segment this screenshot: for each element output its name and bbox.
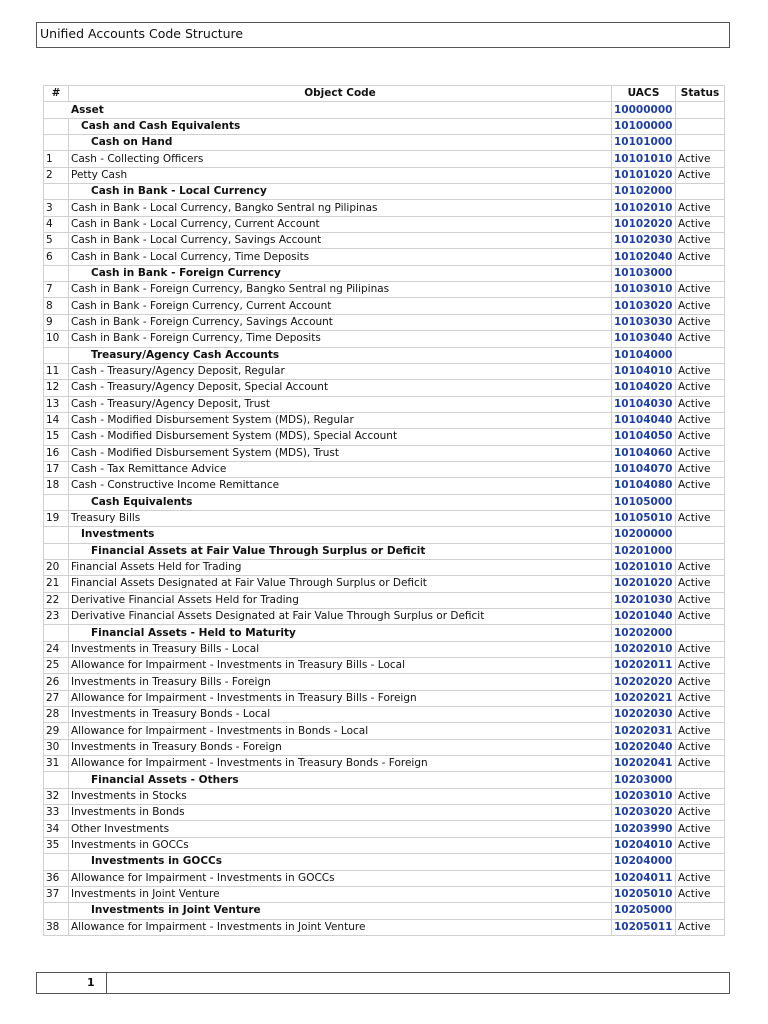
cell-num: 3 [44, 200, 69, 216]
cell-num: 13 [44, 396, 69, 412]
cell-status: Active [676, 445, 725, 461]
cell-num: 8 [44, 298, 69, 314]
cell-num: 1 [44, 151, 69, 167]
cell-status: Active [676, 151, 725, 167]
header-uacs: UACS [612, 86, 676, 102]
cell-uacs: 10204000 [612, 854, 676, 870]
cell-status [676, 854, 725, 870]
table-row [44, 658, 725, 674]
table-row [44, 886, 725, 902]
table-row [44, 380, 725, 396]
cell-status: Active [676, 592, 725, 608]
cell-object-code: Investments in GOCCs [69, 837, 612, 853]
cell-uacs: 10202000 [612, 625, 676, 641]
cell-uacs: 10102000 [612, 184, 676, 200]
table-row [44, 478, 725, 494]
table-row [44, 200, 725, 216]
cell-status: Active [676, 314, 725, 330]
cell-uacs: 10105010 [612, 510, 676, 526]
cell-num: 18 [44, 478, 69, 494]
cell-uacs: 10204010 [612, 837, 676, 853]
cell-uacs: 10204011 [612, 870, 676, 886]
cell-status: Active [676, 674, 725, 690]
cell-object-code: Investments [69, 527, 612, 543]
table-row [44, 233, 725, 249]
cell-object-code: Investments in Treasury Bills - Foreign [69, 674, 612, 690]
cell-num [44, 903, 69, 919]
table-row [44, 167, 725, 183]
cell-status: Active [676, 478, 725, 494]
cell-status: Active [676, 805, 725, 821]
cell-uacs: 10203020 [612, 805, 676, 821]
cell-object-code: Cash in Bank - Local Currency, Bangko Sentral ng Pilipinas [69, 200, 612, 216]
table-group-row [44, 347, 725, 363]
table-row [44, 314, 725, 330]
table-group-row [44, 135, 725, 151]
cell-uacs: 10201040 [612, 609, 676, 625]
cell-object-code: Cash in Bank - Local Currency [69, 184, 612, 200]
table-row [44, 723, 725, 739]
cell-num [44, 494, 69, 510]
cell-status [676, 265, 725, 281]
cell-object-code: Cash - Collecting Officers [69, 151, 612, 167]
cell-num: 19 [44, 510, 69, 526]
cell-num: 32 [44, 788, 69, 804]
cell-status: Active [676, 396, 725, 412]
page-footer [36, 972, 730, 994]
cell-uacs: 10201000 [612, 543, 676, 559]
cell-uacs: 10102030 [612, 233, 676, 249]
cell-num: 16 [44, 445, 69, 461]
cell-num: 38 [44, 919, 69, 935]
cell-status: Active [676, 249, 725, 265]
cell-num: 25 [44, 658, 69, 674]
cell-object-code: Investments in Stocks [69, 788, 612, 804]
cell-num: 33 [44, 805, 69, 821]
cell-object-code: Cash - Treasury/Agency Deposit, Regular [69, 363, 612, 379]
table-row [44, 821, 725, 837]
cell-status [676, 118, 725, 134]
cell-num: 11 [44, 363, 69, 379]
cell-num [44, 102, 69, 118]
table-row [44, 919, 725, 935]
cell-status: Active [676, 658, 725, 674]
cell-uacs: 10000000 [612, 102, 676, 118]
cell-uacs: 10202040 [612, 739, 676, 755]
cell-uacs: 10101000 [612, 135, 676, 151]
cell-object-code: Financial Assets - Held to Maturity [69, 625, 612, 641]
cell-num: 35 [44, 837, 69, 853]
cell-num: 36 [44, 870, 69, 886]
cell-uacs: 10105000 [612, 494, 676, 510]
cell-object-code: Cash in Bank - Foreign Currency, Time Deposits [69, 331, 612, 347]
table-row [44, 298, 725, 314]
cell-num: 28 [44, 707, 69, 723]
cell-status [676, 494, 725, 510]
cell-uacs: 10203010 [612, 788, 676, 804]
cell-num [44, 184, 69, 200]
cell-uacs: 10104080 [612, 478, 676, 494]
cell-num: 29 [44, 723, 69, 739]
cell-object-code: Investments in GOCCs [69, 854, 612, 870]
table-row [44, 641, 725, 657]
cell-object-code: Cash in Bank - Foreign Currency [69, 265, 612, 281]
cell-uacs: 10102010 [612, 200, 676, 216]
table-group-row [44, 265, 725, 281]
cell-num [44, 347, 69, 363]
table-row [44, 461, 725, 477]
cell-object-code: Cash - Modified Disbursement System (MDS), Trust [69, 445, 612, 461]
cell-status [676, 772, 725, 788]
cell-status: Active [676, 233, 725, 249]
table-row [44, 805, 725, 821]
cell-num: 20 [44, 559, 69, 575]
cell-status: Active [676, 380, 725, 396]
cell-object-code: Cash in Bank - Foreign Currency, Savings Account [69, 314, 612, 330]
cell-status: Active [676, 331, 725, 347]
cell-num: 15 [44, 429, 69, 445]
cell-status [676, 184, 725, 200]
cell-object-code: Cash - Treasury/Agency Deposit, Special Account [69, 380, 612, 396]
cell-object-code: Other Investments [69, 821, 612, 837]
cell-object-code: Financial Assets Designated at Fair Value Through Surplus or Deficit [69, 576, 612, 592]
table-row [44, 870, 725, 886]
cell-status: Active [676, 363, 725, 379]
cell-object-code: Allowance for Impairment - Investments in Treasury Bonds - Foreign [69, 756, 612, 772]
cell-num: 22 [44, 592, 69, 608]
cell-uacs: 10205000 [612, 903, 676, 919]
document-title-box [36, 22, 730, 48]
cell-object-code: Investments in Joint Venture [69, 903, 612, 919]
cell-num [44, 625, 69, 641]
table-row [44, 429, 725, 445]
cell-num: 23 [44, 609, 69, 625]
cell-object-code: Cash in Bank - Local Currency, Time Deposits [69, 249, 612, 265]
cell-status [676, 903, 725, 919]
cell-uacs: 10201010 [612, 559, 676, 575]
table-body [44, 102, 725, 936]
cell-num: 24 [44, 641, 69, 657]
table-row [44, 592, 725, 608]
cell-num [44, 543, 69, 559]
uacs-table [43, 85, 725, 936]
cell-status: Active [676, 412, 725, 428]
table-row [44, 249, 725, 265]
cell-num: 21 [44, 576, 69, 592]
cell-object-code: Derivative Financial Assets Held for Trading [69, 592, 612, 608]
cell-object-code: Cash - Treasury/Agency Deposit, Trust [69, 396, 612, 412]
cell-status: Active [676, 886, 725, 902]
cell-object-code: Petty Cash [69, 167, 612, 183]
cell-status: Active [676, 788, 725, 804]
cell-object-code: Cash - Modified Disbursement System (MDS), Regular [69, 412, 612, 428]
cell-object-code: Cash - Modified Disbursement System (MDS), Special Account [69, 429, 612, 445]
cell-num: 37 [44, 886, 69, 902]
cell-status: Active [676, 756, 725, 772]
cell-uacs: 10202021 [612, 690, 676, 706]
cell-num [44, 265, 69, 281]
table-group-row [44, 903, 725, 919]
cell-object-code: Cash on Hand [69, 135, 612, 151]
cell-status: Active [676, 870, 725, 886]
cell-uacs: 10202030 [612, 707, 676, 723]
table-row [44, 396, 725, 412]
cell-object-code: Financial Assets - Others [69, 772, 612, 788]
table-group-row [44, 543, 725, 559]
cell-num: 27 [44, 690, 69, 706]
cell-num [44, 854, 69, 870]
cell-uacs: 10101010 [612, 151, 676, 167]
cell-num [44, 772, 69, 788]
page-number: 1 [87, 976, 95, 989]
cell-uacs: 10202020 [612, 674, 676, 690]
table-group-row [44, 854, 725, 870]
cell-object-code: Investments in Treasury Bonds - Local [69, 707, 612, 723]
header-status: Status [676, 86, 725, 102]
cell-uacs: 10205011 [612, 919, 676, 935]
cell-status [676, 102, 725, 118]
cell-status: Active [676, 461, 725, 477]
cell-uacs: 10102040 [612, 249, 676, 265]
cell-object-code: Allowance for Impairment - Investments in GOCCs [69, 870, 612, 886]
cell-uacs: 10202031 [612, 723, 676, 739]
table-group-row [44, 494, 725, 510]
cell-status [676, 527, 725, 543]
cell-status [676, 543, 725, 559]
document-title: Unified Accounts Code Structure [40, 26, 244, 41]
table-row [44, 445, 725, 461]
cell-status: Active [676, 837, 725, 853]
cell-object-code: Cash Equivalents [69, 494, 612, 510]
cell-uacs: 10104010 [612, 363, 676, 379]
cell-status: Active [676, 609, 725, 625]
cell-uacs: 10205010 [612, 886, 676, 902]
cell-num: 34 [44, 821, 69, 837]
cell-status: Active [676, 510, 725, 526]
cell-object-code: Treasury Bills [69, 510, 612, 526]
table-row [44, 707, 725, 723]
cell-num: 14 [44, 412, 69, 428]
cell-object-code: Investments in Joint Venture [69, 886, 612, 902]
cell-status: Active [676, 723, 725, 739]
cell-uacs: 10200000 [612, 527, 676, 543]
cell-uacs: 10202011 [612, 658, 676, 674]
cell-num [44, 118, 69, 134]
cell-uacs: 10102020 [612, 216, 676, 232]
cell-status: Active [676, 821, 725, 837]
table-row [44, 559, 725, 575]
cell-uacs: 10202041 [612, 756, 676, 772]
table-row [44, 609, 725, 625]
cell-object-code: Allowance for Impairment - Investments in Treasury Bills - Local [69, 658, 612, 674]
cell-object-code: Investments in Treasury Bills - Local [69, 641, 612, 657]
cell-uacs: 10104050 [612, 429, 676, 445]
cell-uacs: 10104000 [612, 347, 676, 363]
cell-uacs: 10203000 [612, 772, 676, 788]
cell-status [676, 135, 725, 151]
cell-num [44, 135, 69, 151]
cell-object-code: Derivative Financial Assets Designated at Fair Value Through Surplus or Deficit [69, 609, 612, 625]
cell-status: Active [676, 282, 725, 298]
cell-object-code: Cash - Tax Remittance Advice [69, 461, 612, 477]
header-num: # [44, 86, 69, 102]
table-group-row [44, 118, 725, 134]
cell-uacs: 10104070 [612, 461, 676, 477]
cell-num: 2 [44, 167, 69, 183]
cell-status [676, 625, 725, 641]
cell-object-code: Investments in Treasury Bonds - Foreign [69, 739, 612, 755]
cell-uacs: 10203990 [612, 821, 676, 837]
cell-uacs: 10201030 [612, 592, 676, 608]
cell-object-code: Cash and Cash Equivalents [69, 118, 612, 134]
cell-object-code: Allowance for Impairment - Investments in Joint Venture [69, 919, 612, 935]
cell-uacs: 10104060 [612, 445, 676, 461]
cell-num: 17 [44, 461, 69, 477]
table-group-row [44, 184, 725, 200]
cell-uacs: 10104030 [612, 396, 676, 412]
cell-object-code: Cash in Bank - Local Currency, Current Account [69, 216, 612, 232]
cell-uacs: 10101020 [612, 167, 676, 183]
cell-num: 4 [44, 216, 69, 232]
table-row [44, 363, 725, 379]
cell-uacs: 10103020 [612, 298, 676, 314]
cell-status [676, 347, 725, 363]
table-group-row [44, 625, 725, 641]
cell-uacs: 10103030 [612, 314, 676, 330]
cell-num: 10 [44, 331, 69, 347]
table-row [44, 576, 725, 592]
cell-status: Active [676, 641, 725, 657]
cell-status: Active [676, 707, 725, 723]
cell-uacs: 10103040 [612, 331, 676, 347]
table-row [44, 412, 725, 428]
cell-status: Active [676, 690, 725, 706]
cell-object-code: Investments in Bonds [69, 805, 612, 821]
table-row [44, 331, 725, 347]
cell-num: 7 [44, 282, 69, 298]
cell-num: 26 [44, 674, 69, 690]
table-row [44, 151, 725, 167]
cell-status: Active [676, 559, 725, 575]
table-row [44, 282, 725, 298]
cell-status: Active [676, 298, 725, 314]
cell-uacs: 10103000 [612, 265, 676, 281]
table-row [44, 756, 725, 772]
table-header-row [44, 86, 725, 102]
cell-num: 6 [44, 249, 69, 265]
table-row [44, 510, 725, 526]
table-row [44, 739, 725, 755]
cell-num: 30 [44, 739, 69, 755]
cell-uacs: 10103010 [612, 282, 676, 298]
cell-status: Active [676, 200, 725, 216]
table-row [44, 690, 725, 706]
cell-status: Active [676, 216, 725, 232]
footer-divider [106, 973, 107, 993]
cell-uacs: 10100000 [612, 118, 676, 134]
table-row [44, 788, 725, 804]
cell-object-code: Cash in Bank - Foreign Currency, Bangko Sentral ng Pilipinas [69, 282, 612, 298]
cell-status: Active [676, 429, 725, 445]
cell-uacs: 10104020 [612, 380, 676, 396]
cell-object-code: Cash in Bank - Foreign Currency, Current Account [69, 298, 612, 314]
cell-uacs: 10202010 [612, 641, 676, 657]
cell-num: 12 [44, 380, 69, 396]
cell-status: Active [676, 167, 725, 183]
cell-object-code: Allowance for Impairment - Investments in Bonds - Local [69, 723, 612, 739]
cell-uacs: 10104040 [612, 412, 676, 428]
cell-num: 5 [44, 233, 69, 249]
cell-object-code: Treasury/Agency Cash Accounts [69, 347, 612, 363]
header-object-code: Object Code [69, 86, 612, 102]
cell-object-code: Cash in Bank - Local Currency, Savings Account [69, 233, 612, 249]
table-row [44, 216, 725, 232]
table-row [44, 674, 725, 690]
cell-status: Active [676, 739, 725, 755]
table-group-row [44, 527, 725, 543]
cell-num: 31 [44, 756, 69, 772]
cell-status: Active [676, 576, 725, 592]
cell-object-code: Financial Assets at Fair Value Through Surplus or Deficit [69, 543, 612, 559]
cell-uacs: 10201020 [612, 576, 676, 592]
cell-object-code: Allowance for Impairment - Investments in Treasury Bills - Foreign [69, 690, 612, 706]
table-group-row [44, 102, 725, 118]
cell-object-code: Cash - Constructive Income Remittance [69, 478, 612, 494]
cell-status: Active [676, 919, 725, 935]
cell-num: 9 [44, 314, 69, 330]
cell-object-code: Financial Assets Held for Trading [69, 559, 612, 575]
table-row [44, 837, 725, 853]
table-group-row [44, 772, 725, 788]
cell-num [44, 527, 69, 543]
cell-object-code: Asset [69, 102, 612, 118]
